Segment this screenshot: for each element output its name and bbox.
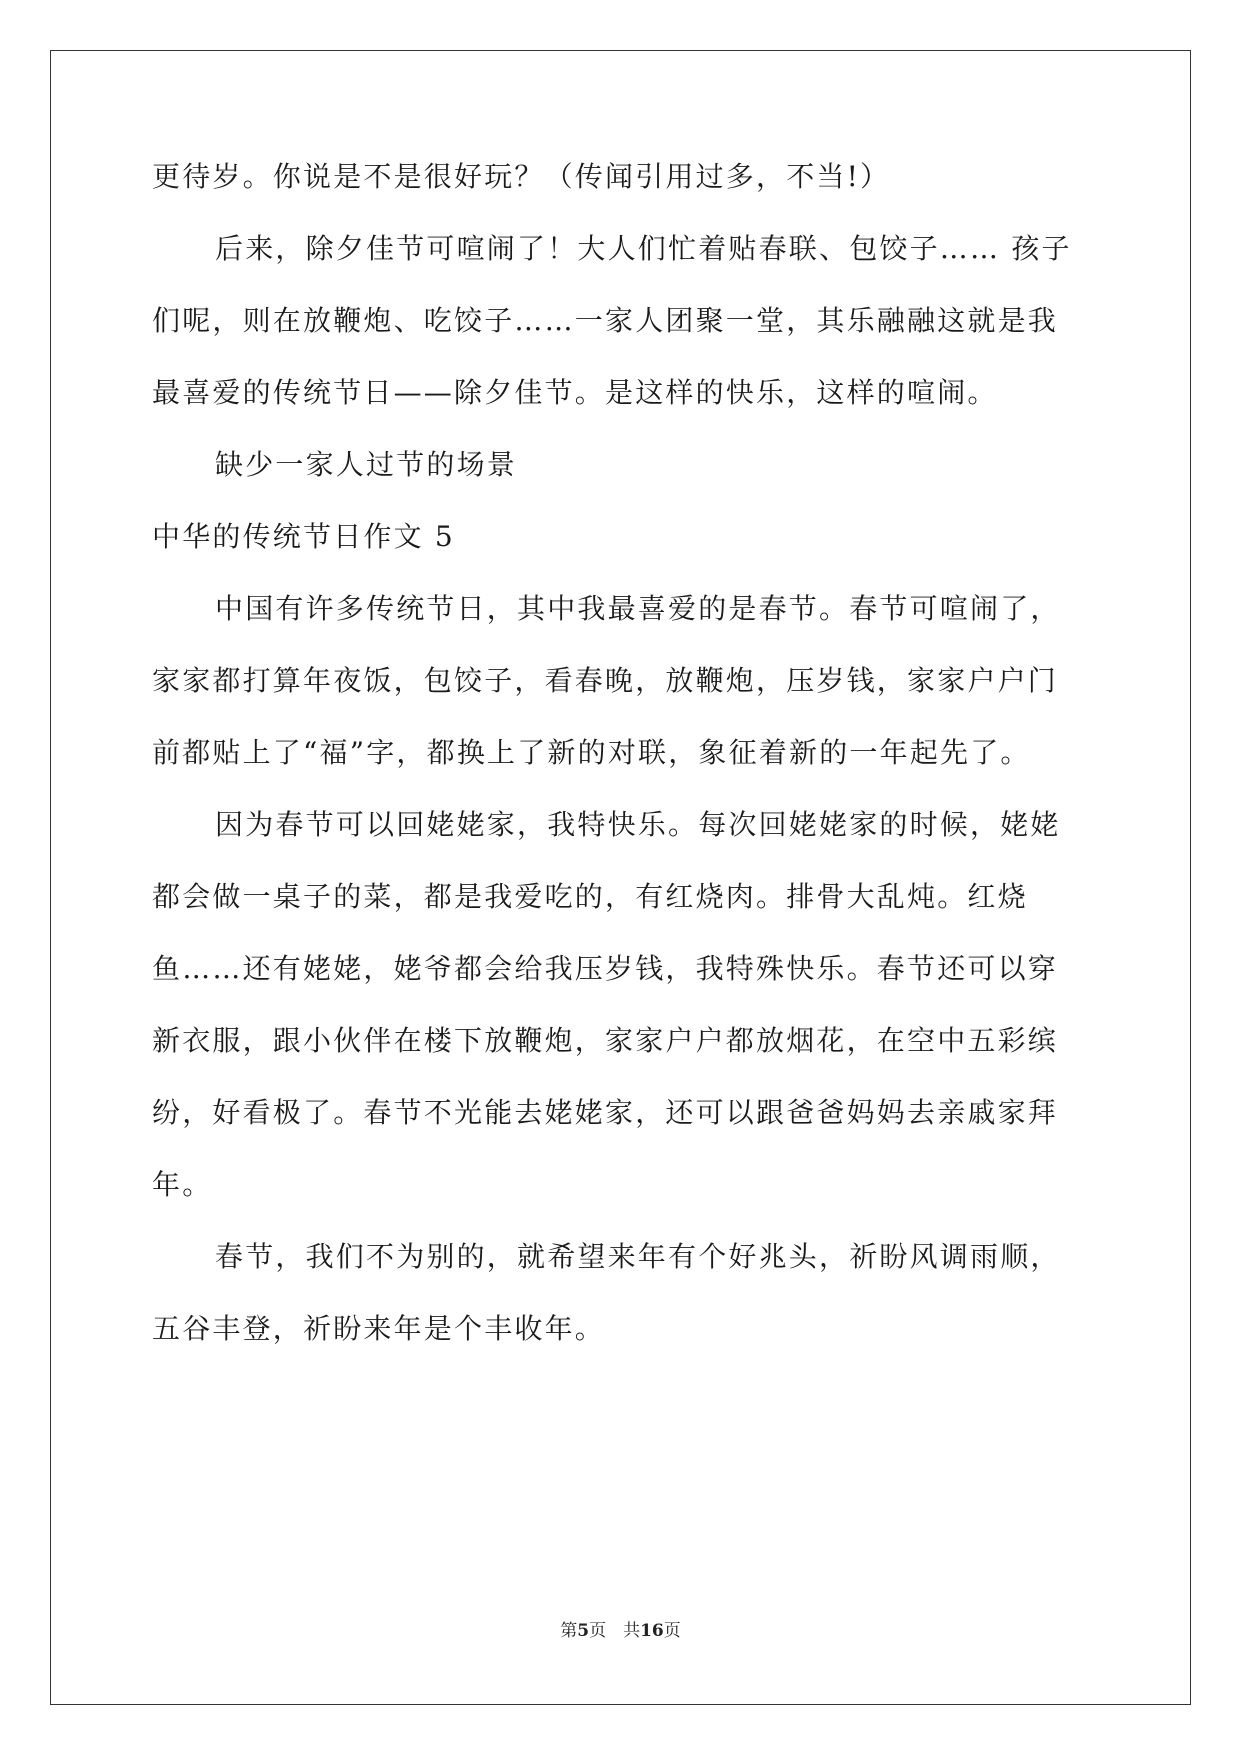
section-heading: 中华的传统节日作文 5 [152, 520, 455, 553]
paragraph-line: 最喜爱的传统节日——除夕佳节。是这样的快乐，这样的喧闹。 [152, 376, 998, 409]
total-page-count: 16 [640, 1621, 664, 1641]
paragraph-line: 前都贴上了“福”字，都换上了新的对联，象征着新的一年起先了。 [152, 736, 1031, 769]
paragraph-line: 后来，除夕佳节可喧闹了！大人们忙着贴春联、包饺子…… 孩子 [215, 232, 1072, 265]
paragraph-line: 都会做一桌子的菜，都是我爱吃的，有红烧肉。排骨大乱炖。红烧 [152, 880, 1028, 913]
paragraph-line: 鱼……还有姥姥，姥爷都会给我压岁钱，我特殊快乐。春节还可以穿 [152, 952, 1059, 985]
paragraph-line: 家家都打算年夜饭，包饺子，看春晚，放鞭炮，压岁钱，家家户户门 [152, 664, 1059, 697]
paragraph-line: 纷，好看极了。春节不光能去姥姥家，还可以跟爸爸妈妈去亲戚家拜 [152, 1096, 1059, 1129]
paragraph-line: 中国有许多传统节日，其中我最喜爱的是春节。春节可喧闹了， [215, 592, 1061, 625]
paragraph-line: 五谷丰登，祈盼来年是个丰收年。 [152, 1312, 606, 1345]
paragraph-line: 春节，我们不为别的，就希望来年有个好兆头，祈盼风调雨顺， [215, 1240, 1061, 1273]
footer-prefix: 第 [560, 1621, 578, 1641]
paragraph-line: 新衣服，跟小伙伴在楼下放鞭炮，家家户户都放烟花，在空中五彩缤 [152, 1024, 1059, 1057]
footer-mid: 页 共 [589, 1621, 641, 1641]
paragraph-line: 们呢，则在放鞭炮、吃饺子……一家人团聚一堂，其乐融融这就是我 [152, 304, 1059, 337]
footer-suffix: 页 [663, 1621, 681, 1641]
current-page-number: 5 [577, 1621, 590, 1641]
paragraph-line: 年。 [152, 1168, 213, 1201]
paragraph-line: 因为春节可以回姥姥家，我特快乐。每次回姥姥家的时候，姥姥 [215, 808, 1061, 841]
paragraph-line: 更待岁。你说是不是很好玩？（传闻引用过多，不当!） [152, 160, 891, 193]
paragraph-line: 缺少一家人过节的场景 [215, 448, 518, 481]
page-footer [0, 1616, 1241, 1641]
